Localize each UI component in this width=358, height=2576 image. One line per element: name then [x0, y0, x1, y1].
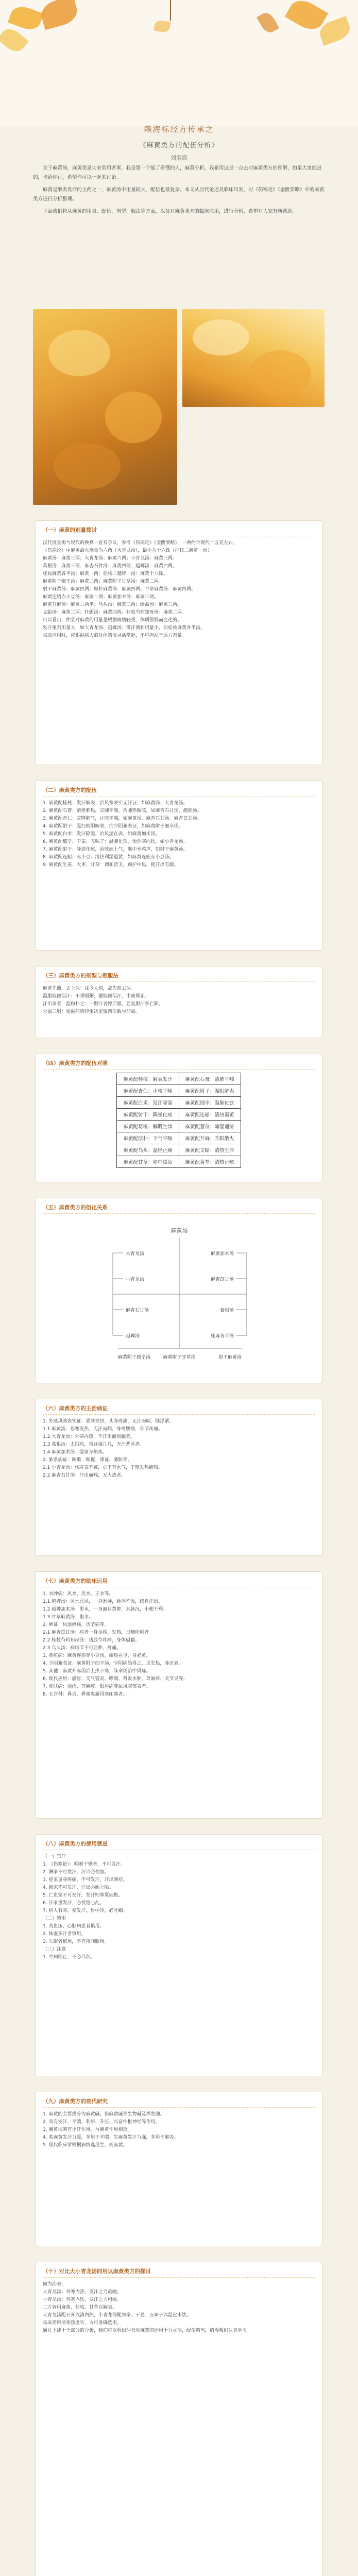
diagram-node: 射干麻黄汤	[218, 1355, 242, 1360]
table-cell: 麻黄配厚朴：下气平喘	[117, 1132, 179, 1144]
section-line: 大青龙汤配石膏以清内热，小青龙汤配细辛、干姜、五味子以温化水饮。	[43, 2313, 192, 2318]
table-cell: 麻黄配甘草：和中缓急	[117, 1156, 179, 1168]
section-line: 4. 炙麻黄发汗力缓，多用于平喘；生麻黄发汗力强，多用于解表。	[43, 2135, 179, 2140]
table-cell: 麻黄配连轺：清热退黄	[179, 1109, 241, 1121]
section-line: 1. 外感风寒表实证：恶寒发热，头身疼痛，无汗而喘，脉浮紧。	[43, 1419, 174, 1424]
diagram-node: 越婢汤	[126, 1334, 140, 1339]
section-title: （六）麻黄类方的主治病证	[43, 1404, 315, 1415]
section-indications	[35, 1399, 322, 1556]
section-line: 2. 体虚多汗者慎用。	[43, 1931, 86, 1937]
table-cell: 麻黄配文蛤：清热生津	[179, 1144, 241, 1156]
table-cell: 麻黄配射干：降逆化痰	[117, 1109, 179, 1121]
section-line: 7. 病人有寒，复发汗，胃中冷，必吐蛔。	[43, 1908, 128, 1913]
table-cell: 麻黄配附子：温阳解表	[179, 1085, 241, 1097]
section-line: 临床应用时，应根据病人的具体情况灵活掌握，不可拘泥于原方剂量。	[43, 633, 187, 638]
section-line: 2. 痹证：风湿痹痛，历节病等。	[43, 1622, 109, 1628]
section-line: 2. 麻黄配石膏：清泄肺热，宣肺平喘，治肺热喘咳，如麻杏石甘汤、越婢汤。	[43, 808, 202, 814]
section-line: 汉代度量衡与现代的换算一直有争议，参考《伤寒论》《金匮要略》，一两约合现代十五克左右。	[43, 540, 238, 546]
section-line: 麻黄连轺赤小豆汤：麻黄二两；麻黄加术汤：麻黄三两。	[43, 595, 159, 600]
intro-paragraph: 下面我们将从麻黄的用量、配伍、剂型、服法等方面，以及对麻黄类方的临床应用，进行分析，希望对大家有所帮助。	[43, 209, 298, 214]
section-line: 8. 五官科：鼻炎、鼻窦炎属风寒闭塞者。	[43, 1692, 128, 1697]
branch-decoration	[170, 0, 171, 21]
intro-paragraph: 麻黄是解表发汗的主药之一，麻黄汤中用量较大，配伍也最复杂。本文从历代论述及临床出发，对《伤寒论》《金匮要略》中的麻黄类方进行分析整理。	[33, 187, 325, 202]
section-line: 4. 麻黄配附子：温经助阳解表，治少阴兼表证，如麻黄附子细辛汤。	[43, 824, 183, 829]
section-line: 1.4 麻黄加术汤：湿家身烦疼。	[43, 1450, 108, 1455]
compatibility-table	[116, 1073, 241, 1168]
diagram-node: 麻黄加术汤	[210, 1251, 234, 1257]
section-line: 分温三服：根据病情轻重决定服药次数与间隔。	[43, 1009, 141, 1014]
table-row	[117, 1085, 241, 1097]
section-line: 1. 水肿病：风水、皮水、正水等。	[43, 1591, 114, 1597]
section-line: 1. 麻黄配桂枝：发汗解表，治风寒表实无汗证，如麻黄汤、大青龙汤。	[43, 801, 188, 806]
section-line: 4. 少阴兼表证：麻黄附子细辛汤，少阴病始得之，反发热，脉沉者。	[43, 1661, 183, 1666]
section-line: 2.2 麻杏石甘汤：汗出而喘，无大热者。	[43, 1473, 126, 1478]
section-line: 9. 麻黄配生姜、大枣、甘草：调和营卫，顾护中焦，使汗出有源。	[43, 862, 179, 868]
table-cell: 麻黄配杏仁：止咳平喘	[117, 1085, 179, 1097]
ginkgo-photo-large	[33, 309, 177, 505]
section-line: 5. 现代临床常根据病情选用生、炙麻黄。	[43, 2143, 128, 2148]
article-author: 刘淑霞	[171, 155, 187, 161]
section-line: 二方皆用麻黄、桂枝、甘草以解表。	[43, 2305, 117, 2310]
section-line: 1. 《伤寒论》：咽喉干燥者，不可发汗。	[43, 1862, 125, 1867]
section-comparison	[35, 2262, 322, 2576]
diagram-root: 麻黄汤	[171, 1227, 188, 1234]
section-line: 1.2 大青龙汤：外寒内热，不汗出而烦躁者。	[43, 1434, 135, 1439]
section-line: 6. 现代应用：感冒、支气管炎、哮喘、肾炎水肿、荨麻疹、关节炎等。	[43, 1676, 188, 1682]
section-line: 2.1 小青龙汤：伤寒表不解，心下有水气，干呕发热而咳。	[43, 1465, 163, 1470]
section-line: 麻黄升麻汤：麻黄二两半；乌头汤：麻黄三两；续命汤：麻黄三两。	[43, 602, 182, 607]
section-line: 1.2 越婢加术汤：里水，一身面目黄肿，其脉沉，小便不利。	[43, 1607, 168, 1612]
table-row	[117, 1073, 241, 1085]
section-line: 麻黄附子细辛汤：麻黄二两；麻黄附子甘草汤：麻黄二两。	[43, 579, 164, 584]
section-line: 汗出多者，温粉扑之：一服汗者停后服，若复服汗多亡阳。	[43, 1002, 164, 1007]
section-line: 6. 汗家重发汗，必恍惚心乱。	[43, 1901, 105, 1906]
section-line: 2.1 麻杏苡甘汤：病者一身尽疼，发热，日晡所剧者。	[43, 1630, 154, 1635]
section-line: 可以看出，仲景对麻黄的用量是根据病情轻重、体质强弱而变化的。	[43, 618, 182, 623]
section-diagram	[35, 1198, 322, 1383]
section-line: 5. 亡血家不可发汗，发汗则寒栗而振。	[43, 1893, 123, 1898]
table-cell: 麻黄配石膏：清肺平喘	[179, 1073, 241, 1085]
article-header	[0, 124, 358, 162]
section-line: （一）禁汗	[43, 1854, 66, 1859]
section-title: （四）麻黄类方的配伍对照	[43, 1059, 315, 1070]
section-line: 3. 失眠者慎用，不宜夜间服用。	[43, 1939, 109, 1944]
section-title: （二）麻黄类方的配伍	[43, 786, 315, 796]
table-cell: 麻黄配乌头：温经止痛	[117, 1144, 179, 1156]
section-line: 小青龙汤：外寒内饮，发汗之力稍缓。	[43, 2297, 122, 2302]
table-row	[117, 1156, 241, 1168]
diagram-node: 麻黄附子甘草汤	[163, 1355, 196, 1360]
section-line: 6. 麻黄配细辛、干姜、五味子：温肺化饮，治外寒内饮，如小青龙汤。	[43, 839, 188, 844]
section-line: 7. 皮肤病：湿疹、荨麻疹、银屑病等属风寒郁表者。	[43, 1684, 151, 1689]
diagram-svg	[46, 1217, 313, 1371]
section-decoction	[35, 966, 322, 1038]
section-line: 2.3 乌头汤：病历节不可屈伸，疼痛。	[43, 1646, 122, 1651]
diagram-node: 麻杏石甘汤	[126, 1308, 149, 1313]
section-line: 葛根汤：麻黄三两；麻杏石甘汤：麻黄四两；越婢汤：麻黄六两。	[43, 564, 178, 569]
section-line: （二）慎用	[43, 1916, 66, 1921]
section-research	[35, 2092, 322, 2246]
section-title: （八）麻黄类方的使用禁忌	[43, 1840, 315, 1850]
section-line: 同为治表：	[43, 2282, 66, 2287]
section-line: 1. 麻黄的主要成分为麻黄碱、伪麻黄碱等生物碱及挥发油。	[43, 2112, 165, 2117]
leaf-decoration	[8, 3, 44, 33]
section-title: （三）麻黄类方的剂型与煎服法	[43, 972, 315, 982]
table-cell: 麻黄配黄芩：清热止咳	[179, 1156, 241, 1168]
leaf-decoration	[0, 25, 29, 56]
diagram-node: 麻杏苡甘汤	[210, 1277, 234, 1282]
section-line: 8. 麻黄配连轺、赤小豆：清热利湿退黄，如麻黄连轺赤小豆汤。	[43, 855, 174, 860]
intro-paragraph: 关于麻黄汤，麻黄类是大家常用者事，我是第一个能了看懂的人，麻黄分析，我希用这是一点去对麻黄类方的理解，如果大家能进的，也请你正，希望你可以一起来讨论。	[33, 165, 322, 180]
section-line: 麻黄汤：麻黄三两；大青龙汤：麻黄六两；小青龙汤：麻黄三两。	[43, 556, 178, 561]
section-contraindications	[35, 1834, 322, 2076]
diagram-node: 大青龙汤	[126, 1251, 145, 1257]
section-line: 1. 中病即止，不必尽剂。	[43, 1955, 95, 1960]
section-line: 1.1 麻黄汤：恶寒发热，无汗而喘，身疼腰痛，骨节疼痛。	[43, 1427, 163, 1432]
section-line: 2.2 桂枝芍药知母汤：诸肢节疼痛，身体魁羸。	[43, 1638, 140, 1643]
section-line: 温服取微似汗：不须啜粥，覆取微似汗，中病即止。	[43, 994, 150, 999]
section-line: 1.3 甘草麻黄汤：里水。	[43, 1615, 94, 1620]
table-cell: 麻黄配薏苡：除湿通痹	[179, 1121, 241, 1132]
table-row	[117, 1144, 241, 1156]
derivation-diagram	[46, 1217, 313, 1371]
section-line: 射干麻黄汤：麻黄四两；厚朴麻黄汤：麻黄四两；甘草麻黄汤：麻黄四两。	[43, 587, 196, 592]
ginkgo-photo-small	[182, 309, 325, 407]
table-row	[117, 1109, 241, 1121]
section-line: 通过上述十个部分的分析，我们可以看出仲景对麻黄的运用十分灵活，配伍精当，值得我们认真学习。	[43, 2328, 252, 2333]
table-cell: 麻黄配升麻：升阳散火	[179, 1132, 241, 1144]
article-title: 赖海标经方传承之	[144, 125, 214, 134]
section-line: 文蛤汤：麻黄三两；牡蛎汤：麻黄四两；桂枝芍药知母汤：麻黄二两。	[43, 610, 187, 615]
table-cell: 麻黄配细辛：温肺化饮	[179, 1097, 241, 1109]
section-line: 3. 疮家虽身疼痛，不可发汗，汗出则痉。	[43, 1877, 128, 1883]
section-title: （一）麻黄的剂量探讨	[43, 526, 315, 536]
section-title: （九）麻黄类方的现代研究	[43, 2097, 315, 2108]
section-line: 1.3 葛根汤：太阳病，项背强几几，无汗恶风者。	[43, 1442, 145, 1447]
section-line: 2. 肺系病证：咳嗽、喘促、哮证、肺胀等。	[43, 1458, 132, 1463]
leaf-decoration	[39, 0, 80, 30]
table-row	[117, 1132, 241, 1144]
diagram-node: 葛根汤	[219, 1308, 234, 1313]
section-line: 桂枝麻黄各半汤：麻黄一两；桂枝二越婢一汤：麻黄十八铢。	[43, 571, 168, 577]
section-line: 1. 高血压、心脏病患者慎用。	[43, 1924, 105, 1929]
section-line: 5. 麻黄配白术：发汗除湿，治风湿在表，如麻黄加术汤。	[43, 832, 160, 837]
section-line: 2. 淋家不可发汗，汗出必便血。	[43, 1870, 109, 1875]
diagram-node: 桂麻各半汤	[210, 1334, 234, 1339]
section-line: 《伤寒论》中麻黄最大剂量为六两（大青龙汤），最小为十六铢（桂枝二麻黄一汤）。	[43, 548, 215, 553]
section-title: （十）对比大小青龙汤同用以麻黄类方的探讨	[43, 2267, 315, 2278]
section-table	[35, 1054, 322, 1182]
photo-gallery	[33, 309, 325, 505]
section-title: （七）麻黄类方的临床运用	[43, 1577, 315, 1587]
section-line: 麻黄先煎，去上沫：沫令人烦，故先煎去沫。	[43, 986, 136, 991]
table-cell: 麻黄配桂枝：解表发汗	[117, 1073, 179, 1085]
section-line: 4. 衄家不可发汗，汗出必额上陷。	[43, 1885, 114, 1890]
hero-banner	[0, 0, 358, 126]
table-cell: 麻黄配白术：发汗除湿	[117, 1097, 179, 1109]
leaf-decoration	[154, 20, 171, 33]
intro-text	[33, 164, 325, 219]
section-line: 发汗重剂用量大，如大青龙汤、越婢汤；微汗调和用量小，如桂枝麻黄各半汤。	[43, 625, 206, 631]
section-dosage	[35, 520, 322, 765]
section-line: 3. 麻黄配杏仁：宣降肺气，止咳平喘，如麻黄汤、麻杏石甘汤、麻杏苡甘汤。	[43, 816, 202, 821]
section-compatibility	[35, 781, 322, 951]
diagram-node: 小青龙汤	[126, 1277, 145, 1282]
section-line: 7. 麻黄配射干：降逆化痰，治咳而上气，喉中水鸡声，如射干麻黄汤。	[43, 847, 188, 852]
section-line: 3. 黄疸病：麻黄连轺赤小豆汤，瘀热在里，身必黄。	[43, 1653, 151, 1658]
table-row	[117, 1097, 241, 1109]
table-row	[117, 1121, 241, 1132]
table-cell: 麻黄配葛根：解肌生津	[117, 1121, 179, 1132]
article-subtitle: 《麻黄类方的配伍分析》	[139, 142, 219, 149]
section-line: （三）注意	[43, 1947, 66, 1952]
diagram-node: 麻黄附子细辛汤	[118, 1355, 151, 1360]
section-line: 2. 具有发汗、平喘、利尿、升压、兴奋中枢神经等作用。	[43, 2120, 160, 2125]
section-line: 1.1 越婢汤：风水恶风，一身悉肿，脉浮不渴，续自汗出。	[43, 1599, 163, 1604]
section-line: 临床需辨清寒热虚实，方可准确选用。	[43, 2320, 122, 2326]
section-clinical	[35, 1571, 322, 1819]
leaf-decoration	[257, 10, 279, 36]
section-line: 3. 麻黄根则有止汗作用，与麻黄作用相反。	[43, 2127, 132, 2132]
section-line: 5. 其他：麻黄升麻汤治上热下寒，续命汤治中风痱。	[43, 1669, 151, 1674]
section-line: 大青龙汤：外寒内热，发汗之力最峻。	[43, 2290, 122, 2295]
section-title: （五）麻黄类方的衍化关系	[43, 1204, 315, 1214]
